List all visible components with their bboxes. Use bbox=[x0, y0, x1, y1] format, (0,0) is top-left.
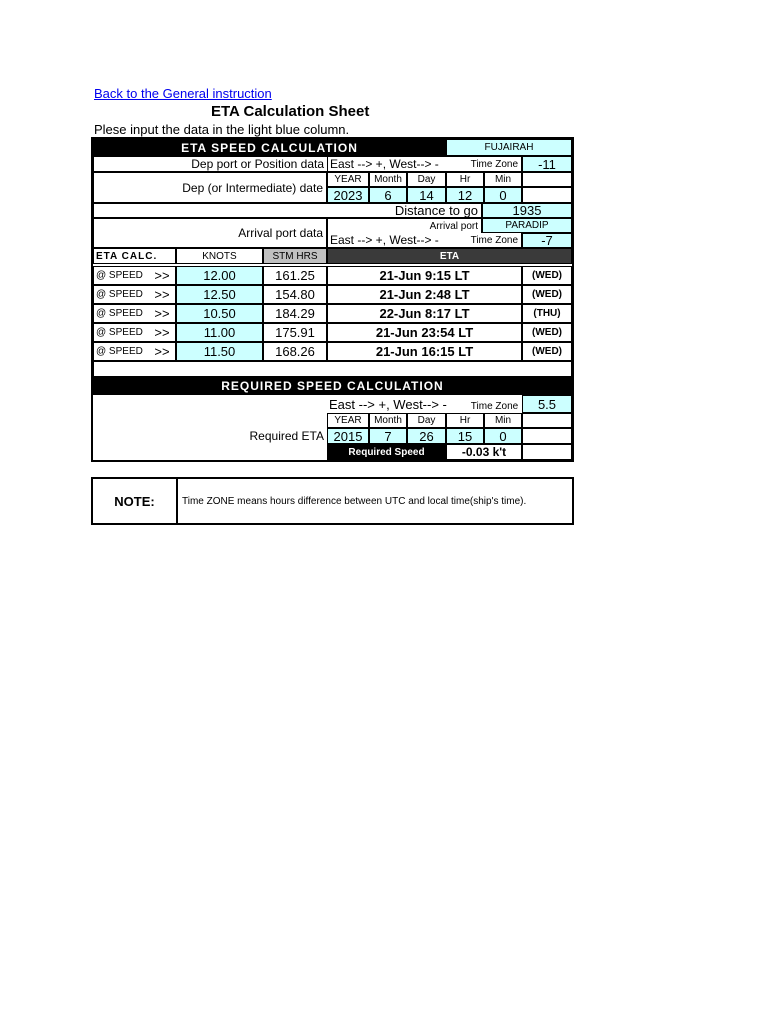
dep-port-field[interactable]: FUJAIRAH bbox=[446, 139, 572, 156]
req-min-header: Min bbox=[484, 413, 522, 428]
dep-hr-input[interactable]: 12 bbox=[446, 187, 484, 203]
speed-eta-value: 21-Jun 9:15 LT bbox=[327, 266, 522, 285]
speed-knots-input[interactable]: 11.00 bbox=[176, 323, 263, 342]
speed-eta-value: 21-Jun 16:15 LT bbox=[327, 342, 522, 361]
dep-min-input[interactable]: 0 bbox=[484, 187, 522, 203]
speed-stm-hrs: 161.25 bbox=[263, 266, 327, 285]
speed-row-label: @ SPEED bbox=[93, 323, 149, 342]
speed-eta-day: (WED) bbox=[522, 266, 572, 285]
speed-eta-day: (WED) bbox=[522, 323, 572, 342]
req-speed-spacer bbox=[522, 444, 572, 460]
note-box bbox=[91, 477, 574, 525]
req-speed-label: Required Speed bbox=[327, 444, 446, 460]
speed-eta-value: 21-Jun 2:48 LT bbox=[327, 285, 522, 304]
speed-knots-input[interactable]: 10.50 bbox=[176, 304, 263, 323]
speed-knots-input[interactable]: 12.00 bbox=[176, 266, 263, 285]
req-date-spacer bbox=[522, 428, 572, 444]
back-to-instructions-link[interactable]: Back to the General instruction bbox=[94, 86, 272, 101]
eta-sheet bbox=[91, 137, 574, 462]
instruction-text: Plese input the data in the light blue column. bbox=[94, 122, 350, 137]
stm-hrs-header: STM HRS bbox=[263, 248, 327, 264]
arrival-data-label: Arrival port data bbox=[93, 218, 327, 248]
speed-knots-input[interactable]: 11.50 bbox=[176, 342, 263, 361]
dep-time-zone-input[interactable]: -11 bbox=[522, 156, 572, 172]
speed-row-arrow: >> bbox=[149, 342, 176, 361]
dep-date-spacer-2 bbox=[522, 187, 572, 203]
speed-stm-hrs: 168.26 bbox=[263, 342, 327, 361]
req-month-input[interactable]: 7 bbox=[369, 428, 407, 444]
req-speed-value: -0.03 k't bbox=[446, 444, 522, 460]
speed-eta-value: 22-Jun 8:17 LT bbox=[327, 304, 522, 323]
req-header-spacer bbox=[522, 413, 572, 428]
arrival-port-label: Arrival port bbox=[327, 218, 482, 233]
dep-east-west-hint: East --> +, West--> - bbox=[327, 156, 447, 172]
req-time-zone-input[interactable]: 5.5 bbox=[522, 395, 572, 413]
distance-label: Distance to go bbox=[93, 203, 482, 218]
req-eta-label: Required ETA bbox=[249, 429, 324, 443]
req-east-west-hint: East --> +, West--> - bbox=[329, 396, 447, 412]
dep-port-label: Dep port or Position data bbox=[93, 156, 327, 172]
speed-stm-hrs: 154.80 bbox=[263, 285, 327, 304]
speed-eta-day: (WED) bbox=[522, 285, 572, 304]
req-time-zone-label: Time Zone bbox=[470, 400, 519, 412]
req-section-header: REQUIRED SPEED CALCULATION bbox=[93, 377, 572, 395]
speed-row-label: @ SPEED bbox=[93, 266, 149, 285]
req-year-header: YEAR bbox=[327, 413, 369, 428]
dep-day-input[interactable]: 14 bbox=[407, 187, 446, 203]
speed-eta-day: (THU) bbox=[522, 304, 572, 323]
dep-hr-header: Hr bbox=[446, 172, 484, 187]
blank-row bbox=[93, 361, 572, 377]
arrival-port-input[interactable]: PARADIP bbox=[482, 218, 572, 233]
speed-row-arrow: >> bbox=[149, 285, 176, 304]
dep-year-input[interactable]: 2023 bbox=[327, 187, 369, 203]
arr-time-zone-label: Time Zone bbox=[447, 233, 522, 248]
arr-east-west-hint: East --> +, West--> - bbox=[327, 233, 447, 248]
req-day-header: Day bbox=[407, 413, 446, 428]
dep-min-header: Min bbox=[484, 172, 522, 187]
speed-eta-value: 21-Jun 23:54 LT bbox=[327, 323, 522, 342]
speed-row-arrow: >> bbox=[149, 323, 176, 342]
req-month-header: Month bbox=[369, 413, 407, 428]
req-day-input[interactable]: 26 bbox=[407, 428, 446, 444]
page-title: ETA Calculation Sheet bbox=[211, 103, 370, 120]
arr-time-zone-input[interactable]: -7 bbox=[522, 233, 572, 248]
knots-header: KNOTS bbox=[176, 248, 263, 264]
dep-date-spacer bbox=[522, 172, 572, 187]
note-label: NOTE: bbox=[93, 479, 178, 523]
eta-calc-header: ETA CALC. bbox=[93, 248, 176, 264]
speed-eta-day: (WED) bbox=[522, 342, 572, 361]
dep-month-header: Month bbox=[369, 172, 407, 187]
eta-header: ETA bbox=[327, 248, 572, 264]
dep-day-header: Day bbox=[407, 172, 446, 187]
dep-month-input[interactable]: 6 bbox=[369, 187, 407, 203]
req-hr-input[interactable]: 15 bbox=[446, 428, 484, 444]
speed-row-label: @ SPEED bbox=[93, 285, 149, 304]
dep-year-header: YEAR bbox=[327, 172, 369, 187]
speed-knots-input[interactable]: 12.50 bbox=[176, 285, 263, 304]
note-text: Time ZONE means hours difference between UTC and local time(ship's time). bbox=[182, 495, 527, 507]
speed-row-arrow: >> bbox=[149, 304, 176, 323]
speed-stm-hrs: 175.91 bbox=[263, 323, 327, 342]
req-min-input[interactable]: 0 bbox=[484, 428, 522, 444]
speed-row-arrow: >> bbox=[149, 266, 176, 285]
dep-time-zone-label: Time Zone bbox=[447, 156, 522, 172]
speed-stm-hrs: 184.29 bbox=[263, 304, 327, 323]
speed-row-label: @ SPEED bbox=[93, 342, 149, 361]
req-hr-header: Hr bbox=[446, 413, 484, 428]
dep-date-label: Dep (or Intermediate) date bbox=[93, 172, 327, 203]
eta-section-header: ETA SPEED CALCULATION bbox=[93, 139, 446, 156]
speed-row-label: @ SPEED bbox=[93, 304, 149, 323]
req-year-input[interactable]: 2015 bbox=[327, 428, 369, 444]
distance-input[interactable]: 1935 bbox=[482, 203, 572, 218]
